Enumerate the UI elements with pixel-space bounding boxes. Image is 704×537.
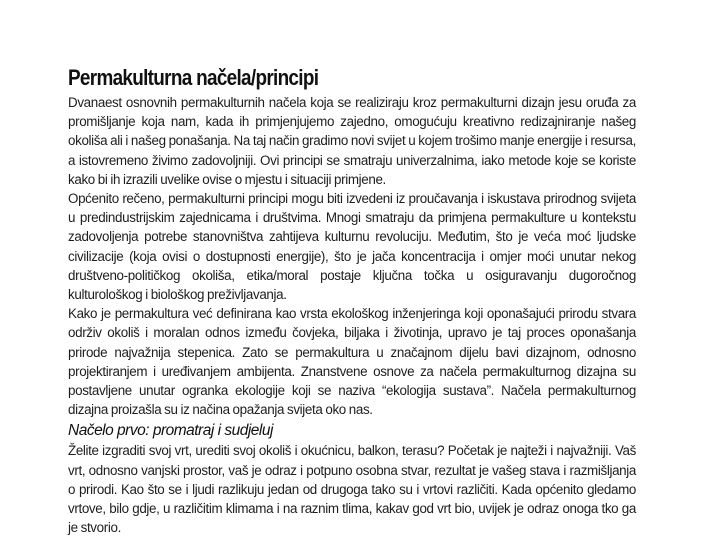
paragraph-design: Kako je permakultura već definirana kao vrsta ekološkog inženjeringa koji oponašajući prirodu stvara održiv okoliš i moralan odnos između čovjeka, biljaka i životinja, upravo je taj proces oponašanja prirode najvažnija stepenica. Zato se permakultura u značajnom dijelu bavi dizajnom, odnosno projektiranjem i uređivanjem ambijenta. Znanstvene osnove za načela permakulturnog dizajna su postavljene unutar ogranka ekologije koji se naziva “ekologija sustava”. Načela permakulturnog dizajna proizašla su iz načina opažanja svijeta oko nas. xyxy=(68,306,636,418)
paragraph-first-principle: Želite izgraditi svoj vrt, urediti svoj okoliš i okućnicu, balkon, terasu? Početak je najteži i najvažniji. Vaš vrt, odnosno vanjski prostor, vaš je odraz i potpuno osobna stvar, rezultat je vašeg stava i razmišljanja o prirodi. Kao što se i ljudi razlikuju jedan od drugoga tako su i vrtovi različiti. Kada općenito gledamo vrtove, bilo gdje, u različitim klimama i na raznim tlima, kakav god vrt bio, uvijek je odraz onoga tko ga je stvorio. xyxy=(68,443,636,536)
article xyxy=(68,64,636,537)
section-heading: Načelo prvo: promatraj i sudjeluj xyxy=(68,422,273,440)
paragraph-principles-origin: Općenito rečeno, permakulturni principi mogu biti izvedeni iz proučavanja i iskustava prirodnog svijeta u predindustrijskim zajednicama i društvima. Mnogi smatraju da primjena permakulture u kontekstu zadovoljenja potrebe stanovništva zahtijeva kulturnu revoluciju. Međutim, što je veća moć ljudske civilizacije (koja ovisi o dostupnosti energije), što je jača koncentracija i omjer moći unutar nekog društveno-političkog okoliša, etika/moral postaje ključna točka u osiguravanju dugoročnog kulturološkog i biološkog preživljavanja. xyxy=(68,191,636,303)
page-title: Permakulturna načela/principi xyxy=(68,65,319,90)
paragraph-intro: Dvanaest osnovnih permakulturnih načela koja se realiziraju kroz permakulturni dizajn jesu oruđa za promišljanje koja nam, kada ih primjenjujemo zajedno, omogućuju kreativno redizajniranje našeg okoliša ali i našeg ponašanja. Na taj način gradimo novi svijet u kojem trošimo manje energije i resursa, a istovremeno živimo zadovoljniji. Ovi principi se smatraju univerzalnima, iako metode koje se koriste kako bi ih izrazili uvelike ovise o mjestu i situaciji primjene. xyxy=(68,95,636,187)
